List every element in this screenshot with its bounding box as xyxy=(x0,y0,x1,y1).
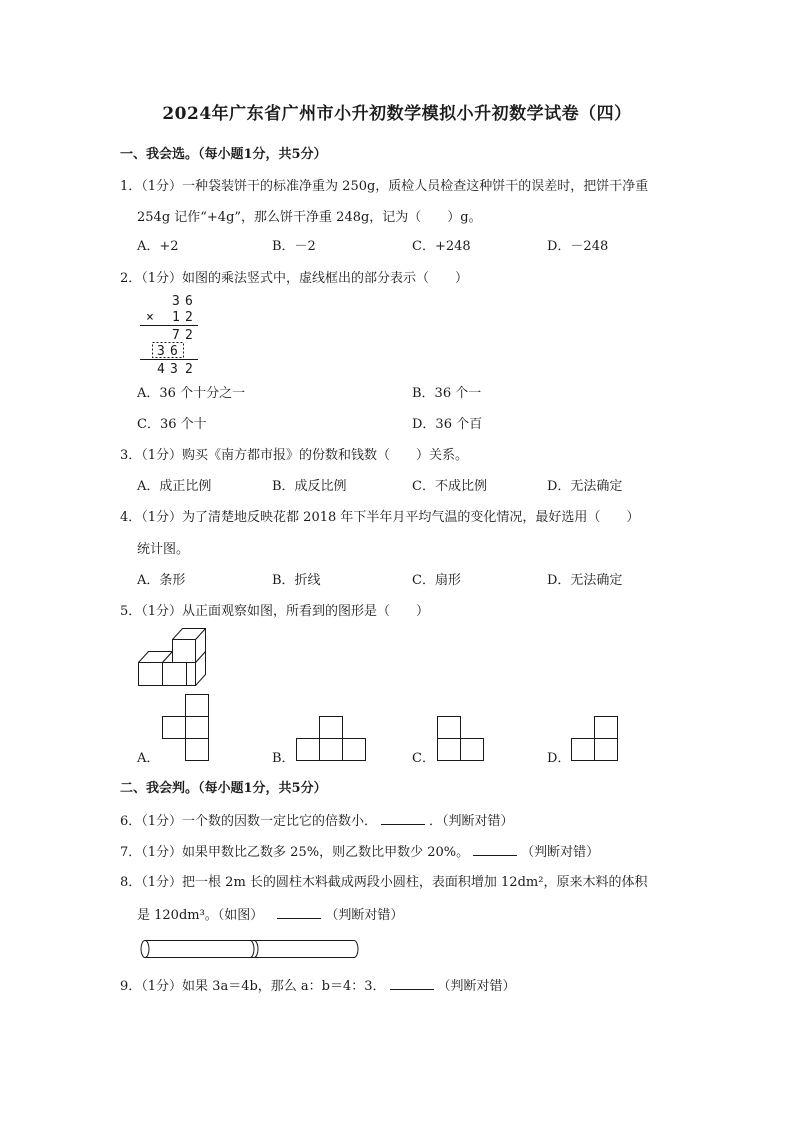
question-4-line-1: 4．（1分）为了清楚地反映花都 2018 年下半年月平均气温的变化情况，最好选用（ ） xyxy=(120,510,640,525)
question-7-suffix: （判断对错） xyxy=(521,845,600,860)
question-2-option-a[interactable]: A．36 个十分之一 xyxy=(137,386,246,401)
mult-times-sign: × xyxy=(146,310,154,325)
mult-row1-digit-ones: 6 xyxy=(185,294,193,309)
section-heading-choice: 一、我会选。（每小题1分，共5分） xyxy=(120,147,327,162)
mult-row5-digit-hundreds: 4 xyxy=(157,362,165,377)
question-2-option-d[interactable]: D．36 个百 xyxy=(412,417,483,432)
question-2-option-c[interactable]: C．36 个十 xyxy=(137,417,207,432)
mult-row5-digit-ones: 2 xyxy=(185,362,193,377)
question-9-text: 9．（1分）如果 3a＝4b，那么 a：b＝4：3． xyxy=(120,979,386,994)
mult-row4-digit-tens: 6 xyxy=(170,344,178,359)
question-2-option-b[interactable]: B．36 个一 xyxy=(412,386,482,401)
question-1-option-a[interactable]: A．+2 xyxy=(137,239,179,254)
answer-blank-9[interactable] xyxy=(390,978,434,990)
question-7-text: 7．（1分）如果甲数比乙数多 25%，则乙数比甲数少 20%。 xyxy=(120,845,470,860)
mult-row1-digit-tens: 3 xyxy=(172,294,180,309)
mult-row4-digit-hundreds: 3 xyxy=(157,344,165,359)
question-5-option-d[interactable]: D． xyxy=(547,751,571,766)
question-9-suffix: （判断对错） xyxy=(437,979,516,994)
mult-row2-digit-ones: 2 xyxy=(185,310,193,325)
question-3-line-1: 3．（1分）购买《南方都市报》的份数和钱数（ ）关系。 xyxy=(120,448,469,463)
question-5-option-a[interactable]: A． xyxy=(137,751,160,766)
question-1-option-d[interactable]: D．－248 xyxy=(547,239,609,254)
question-4-line-2: 统计图。 xyxy=(137,542,190,557)
question-6-suffix: ．（判断对错） xyxy=(429,814,514,829)
question-3-option-d[interactable]: D．无法确定 xyxy=(547,479,623,494)
question-1-option-c[interactable]: C．+248 xyxy=(412,239,471,254)
question-3-option-b[interactable]: B．成反比例 xyxy=(272,479,347,494)
question-1-option-b[interactable]: B．－2 xyxy=(272,239,316,254)
question-5-line-1: 5．（1分）从正面观察如图，所看到的图形是（ ） xyxy=(120,604,430,619)
mult-row3-digit-tens: 7 xyxy=(172,328,180,343)
question-4-option-d[interactable]: D．无法确定 xyxy=(547,573,623,588)
question-6-text: 6．（1分）一个数的因数一定比它的倍数小． xyxy=(120,814,378,829)
question-8-text: 是 120dm³。（如图） xyxy=(137,908,264,923)
mult-row2-digit-tens: 1 xyxy=(172,310,180,325)
question-8-line-1: 8．（1分）把一根 2m 长的圆柱木料截成两段小圆柱，表面积增加 12dm²，原来木料的体积 xyxy=(120,875,648,890)
mult-row5-digit-tens: 3 xyxy=(170,362,178,377)
question-3-option-a[interactable]: A．成正比例 xyxy=(137,479,212,494)
question-4-option-c[interactable]: C．扇形 xyxy=(412,573,461,588)
question-4-option-b[interactable]: B．折线 xyxy=(272,573,321,588)
page-title: 2024年广东省广州市小升初数学模拟小升初数学试卷（四） xyxy=(162,104,632,124)
question-3-option-c[interactable]: C．不成比例 xyxy=(412,479,487,494)
question-5-option-b[interactable]: B． xyxy=(272,751,295,766)
section-heading-judge: 二、我会判。（每小题1分，共5分） xyxy=(120,781,327,796)
question-9 xyxy=(120,978,516,993)
question-1-line-2: 254g 记作“+4g”，那么饼干净重 248g，记为（ ）g。 xyxy=(137,210,482,225)
question-4-option-a[interactable]: A．条形 xyxy=(137,573,186,588)
question-2-line-1: 2．（1分）如图的乘法竖式中，虚线框出的部分表示（ ） xyxy=(120,271,469,286)
question-1-line-1: 1．（1分）一种袋装饼干的标准净重为 250g，质检人员检查这种饼干的误差时，把饼干净重 xyxy=(120,179,649,194)
question-8-suffix: （判断对错） xyxy=(325,908,404,923)
mult-row3-digit-ones: 2 xyxy=(185,328,193,343)
question-5-option-c[interactable]: C． xyxy=(412,751,435,766)
